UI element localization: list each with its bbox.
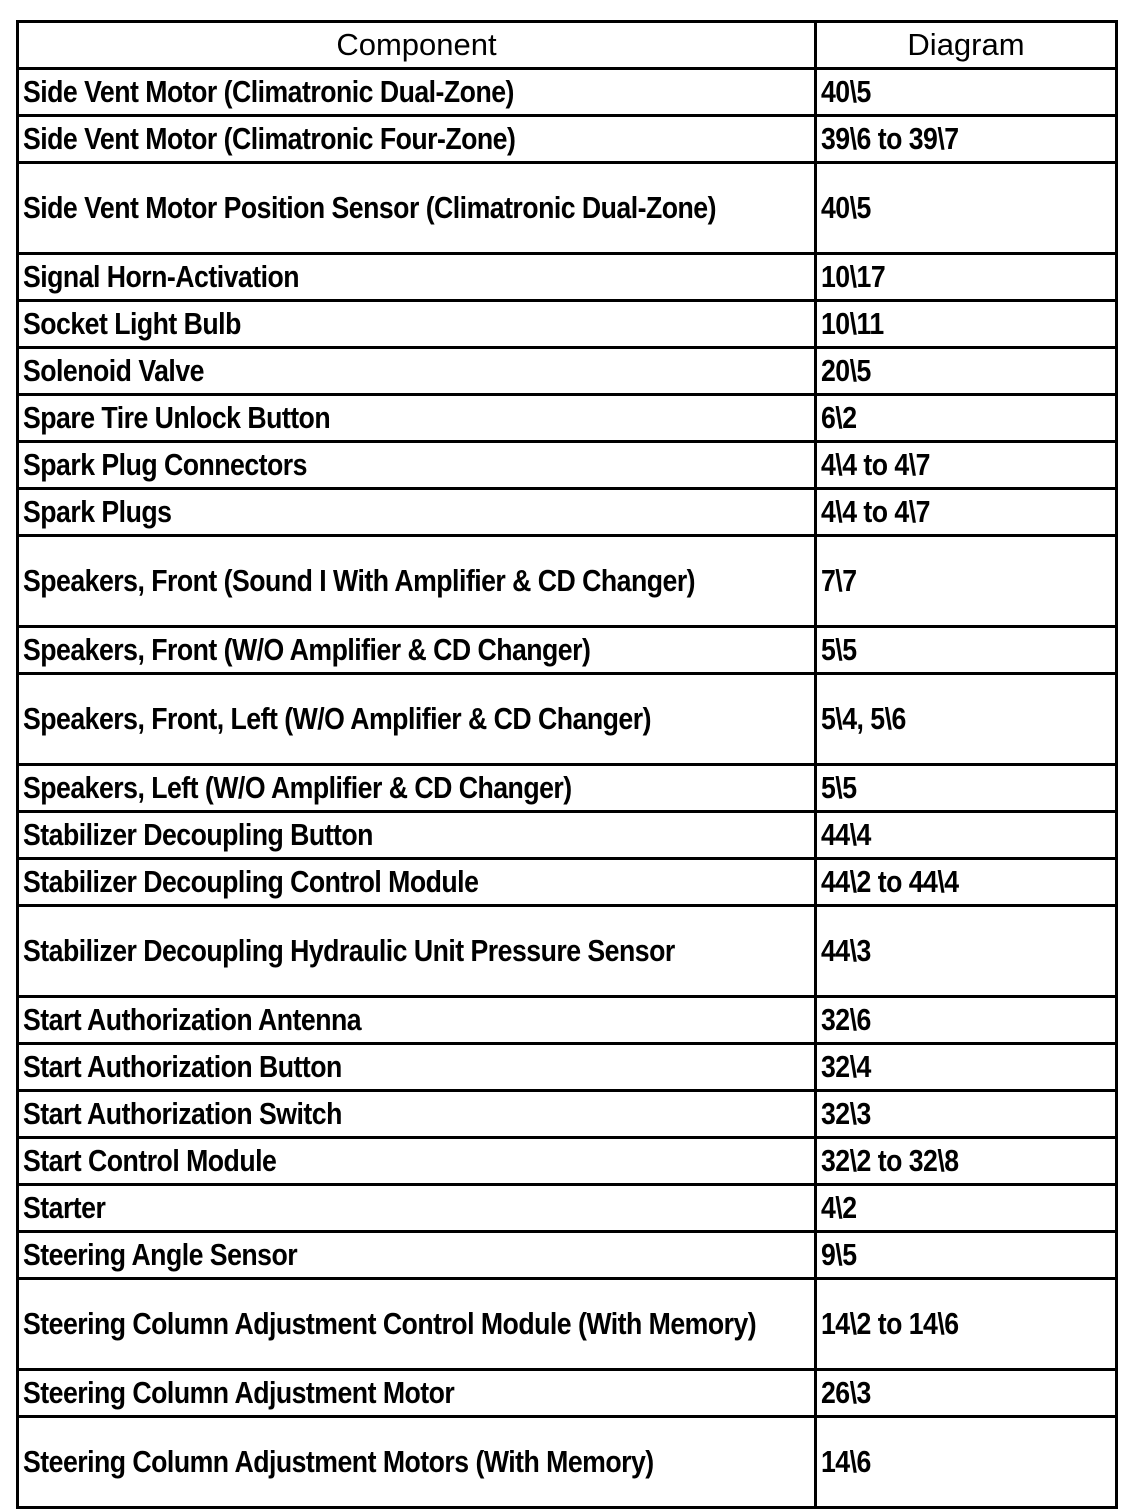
component-cell [18,489,816,536]
component-cell [18,395,816,442]
diagram-cell [816,1091,1117,1138]
diagram-reference: 39\6 to 39\7 [821,121,959,156]
component-name: Steering Angle Sensor [23,1237,298,1272]
diagram-cell [816,1185,1117,1232]
diagram-cell [816,627,1117,674]
diagram-reference: 4\4 to 4\7 [821,447,930,482]
component-name: Solenoid Valve [23,353,204,388]
component-cell [18,765,816,812]
component-cell [18,254,816,301]
diagram-reference: 9\5 [821,1237,857,1272]
diagram-reference: 6\2 [821,400,857,435]
component-name: Side Vent Motor (Climatronic Dual-Zone) [23,74,514,109]
component-name: Start Authorization Switch [23,1096,342,1131]
table-row [18,906,1117,997]
table-row [18,765,1117,812]
component-name: Signal Horn-Activation [23,259,300,294]
component-cell [18,1091,816,1138]
diagram-cell [816,1044,1117,1091]
diagram-cell [816,442,1117,489]
diagram-cell [816,395,1117,442]
diagram-reference: 32\4 [821,1049,871,1084]
component-name: Spark Plug Connectors [23,447,307,482]
component-cell [18,1232,816,1279]
table-row [18,254,1117,301]
diagram-reference: 5\5 [821,770,857,805]
component-name: Steering Column Adjustment Motor [23,1375,455,1410]
table-row [18,674,1117,765]
component-name: Start Authorization Button [23,1049,342,1084]
component-name: Side Vent Motor (Climatronic Four-Zone) [23,121,516,156]
component-cell [18,1044,816,1091]
component-cell [18,997,816,1044]
diagram-reference: 26\3 [821,1375,871,1410]
diagram-reference: 5\4, 5\6 [821,701,906,736]
table-row [18,1279,1117,1370]
component-cell [18,536,816,627]
component-name: Speakers, Front, Left (W/O Amplifier & CD Changer) [23,701,651,736]
diagram-cell [816,116,1117,163]
table-row [18,69,1117,116]
component-name: Socket Light Bulb [23,306,241,341]
component-name: Spare Tire Unlock Button [23,400,331,435]
diagram-reference: 10\17 [821,259,886,294]
diagram-cell [816,301,1117,348]
table-row [18,1417,1117,1508]
diagram-cell [816,812,1117,859]
table-row [18,442,1117,489]
table-row [18,812,1117,859]
diagram-cell [816,348,1117,395]
component-name: Stabilizer Decoupling Control Module [23,864,479,899]
diagram-reference: 14\2 to 14\6 [821,1306,959,1341]
component-name: Speakers, Front (Sound I With Amplifier & CD Changer) [23,563,696,598]
diagram-cell [816,674,1117,765]
diagram-reference: 32\6 [821,1002,871,1037]
table-row [18,1370,1117,1417]
diagram-reference: 40\5 [821,190,871,225]
header-component: Component [18,22,816,69]
diagram-reference: 44\4 [821,817,871,852]
component-cell [18,812,816,859]
table-row [18,395,1117,442]
diagram-cell [816,254,1117,301]
component-diagram-table [16,20,1118,1509]
diagram-reference: 10\11 [821,306,884,341]
table-header-row [18,22,1117,69]
diagram-cell [816,859,1117,906]
component-name: Stabilizer Decoupling Hydraulic Unit Pressure Sensor [23,933,675,968]
component-name: Steering Column Adjustment Motors (With Memory) [23,1444,654,1479]
component-name: Stabilizer Decoupling Button [23,817,373,852]
header-diagram: Diagram [816,22,1117,69]
diagram-reference: 7\7 [821,563,857,598]
component-cell [18,1417,816,1508]
component-name: Start Control Module [23,1143,277,1178]
component-cell [18,1185,816,1232]
diagram-reference: 44\2 to 44\4 [821,864,959,899]
diagram-reference: 14\6 [821,1444,871,1479]
table-row [18,348,1117,395]
diagram-reference: 4\2 [821,1190,857,1225]
diagram-reference: 32\2 to 32\8 [821,1143,959,1178]
component-name: Speakers, Front (W/O Amplifier & CD Changer) [23,632,591,667]
diagram-cell [816,1279,1117,1370]
table-row [18,627,1117,674]
component-name: Steering Column Adjustment Control Module (With Memory) [23,1306,757,1341]
diagram-cell [816,765,1117,812]
component-cell [18,906,816,997]
table-row [18,301,1117,348]
component-cell [18,1138,816,1185]
table-row [18,997,1117,1044]
diagram-cell [816,69,1117,116]
table-row [18,859,1117,906]
diagram-reference: 20\5 [821,353,871,388]
diagram-cell [816,536,1117,627]
table-row [18,1091,1117,1138]
diagram-reference: 4\4 to 4\7 [821,494,930,529]
table-row [18,1232,1117,1279]
table-row [18,1138,1117,1185]
diagram-reference: 5\5 [821,632,857,667]
diagram-cell [816,906,1117,997]
component-cell [18,301,816,348]
diagram-cell [816,1232,1117,1279]
component-cell [18,1279,816,1370]
diagram-reference: 44\3 [821,933,871,968]
table-row [18,536,1117,627]
diagram-cell [816,1417,1117,1508]
component-name: Start Authorization Antenna [23,1002,362,1037]
table-row [18,1044,1117,1091]
diagram-reference: 32\3 [821,1096,871,1131]
component-cell [18,674,816,765]
table-row [18,163,1117,254]
diagram-cell [816,489,1117,536]
table-body [18,69,1117,1508]
table-row [18,1185,1117,1232]
component-cell [18,69,816,116]
diagram-cell [816,997,1117,1044]
component-name: Starter [23,1190,106,1225]
diagram-cell [816,1370,1117,1417]
component-cell [18,1370,816,1417]
component-cell [18,163,816,254]
component-name: Spark Plugs [23,494,172,529]
table-row [18,116,1117,163]
diagram-cell [816,1138,1117,1185]
component-cell [18,859,816,906]
component-cell [18,627,816,674]
component-cell [18,442,816,489]
component-name: Side Vent Motor Position Sensor (Climatronic Dual-Zone) [23,190,716,225]
diagram-cell [816,163,1117,254]
component-cell [18,116,816,163]
component-name: Speakers, Left (W/O Amplifier & CD Changer) [23,770,572,805]
diagram-reference: 40\5 [821,74,871,109]
component-cell [18,348,816,395]
table-row [18,489,1117,536]
